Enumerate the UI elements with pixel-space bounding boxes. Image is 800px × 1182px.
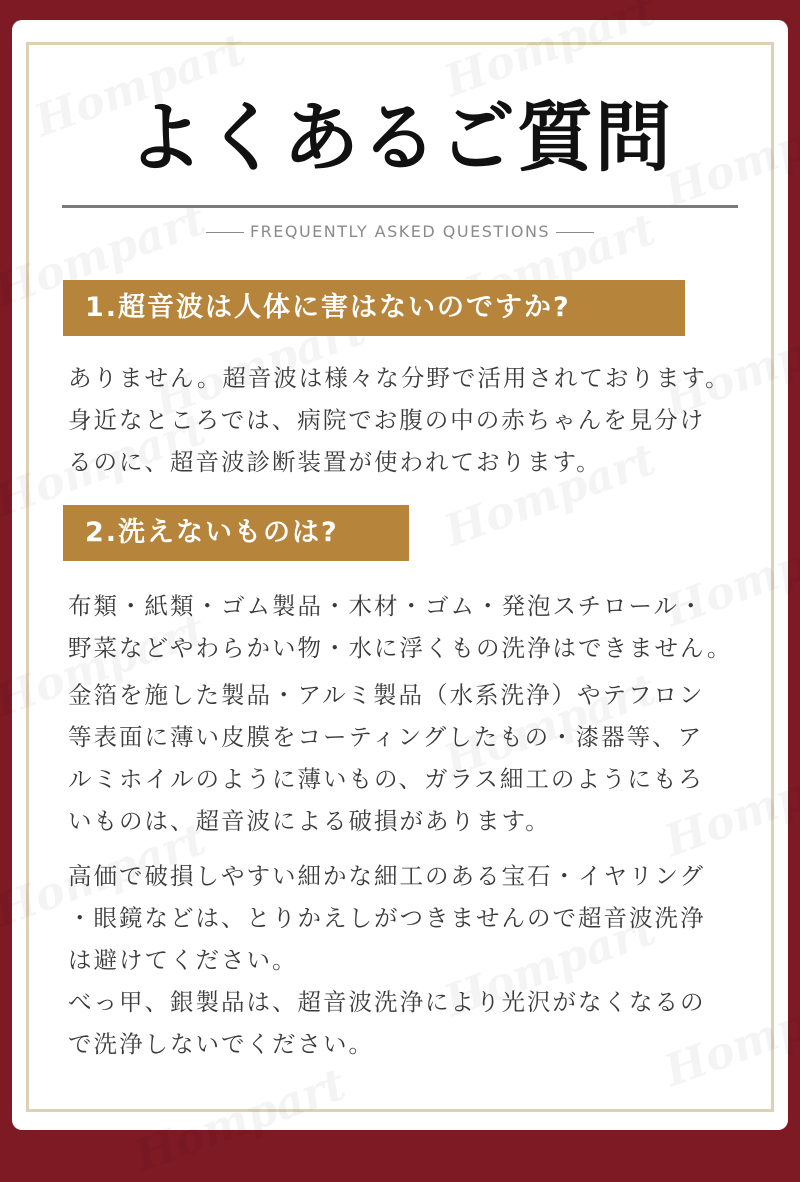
answer-line: 等表面に薄い皮膜をコーティングしたもの・漆器等、ア xyxy=(68,723,704,751)
answer-line: 野菜などやわらかい物・水に浮くもの洗浄はできません。 xyxy=(68,634,733,662)
title-divider xyxy=(62,205,738,208)
answer-line: いものは、超音波による破損があります。 xyxy=(68,807,551,835)
page-title: よくあるご質問 xyxy=(127,93,673,182)
question-heading-1: 1.超音波は人体に害はないのですか? xyxy=(63,280,685,336)
answer-line: ありません。超音波は様々な分野で活用されております。 xyxy=(68,364,731,392)
answer-line: 布類・紙類・ゴム製品・木材・ゴム・発泡スチロール・ xyxy=(68,592,705,620)
subtitle-text: FREQUENTLY ASKED QUESTIONS xyxy=(249,222,551,241)
answer-2-paragraph-2 xyxy=(68,674,778,842)
answer-line: で洗浄しないでください。 xyxy=(68,1030,374,1058)
answer-line: べっ甲、銀製品は、超音波洗浄により光沢がなくなるの xyxy=(68,988,706,1016)
answer-1 xyxy=(68,357,778,483)
subtitle xyxy=(0,222,800,241)
answer-line: 身近なところでは、病院でお腹の中の赤ちゃんを見分け xyxy=(68,406,706,434)
answer-line: ルミホイルのように薄いもの、ガラス細工のようにもろ xyxy=(68,765,704,793)
answer-line: 金箔を施した製品・アルミ製品（水系洗浄）やテフロン xyxy=(68,681,705,709)
question-heading-2: 2.洗えないものは? xyxy=(63,505,409,561)
answer-2-paragraph-3 xyxy=(68,855,778,1065)
answer-line: るのに、超音波診断装置が使われております。 xyxy=(68,448,602,476)
answer-2-paragraph-1 xyxy=(68,585,778,669)
answer-line: は避けてください。 xyxy=(68,946,298,974)
answer-line: 高価で破損しやすい細かな細工のある宝石・イヤリング xyxy=(68,862,706,890)
subtitle-dash-right xyxy=(556,232,594,233)
subtitle-dash-left xyxy=(206,232,244,233)
answer-line: ・眼鏡などは、とりかえしがつきませんので超音波洗浄 xyxy=(68,904,706,932)
